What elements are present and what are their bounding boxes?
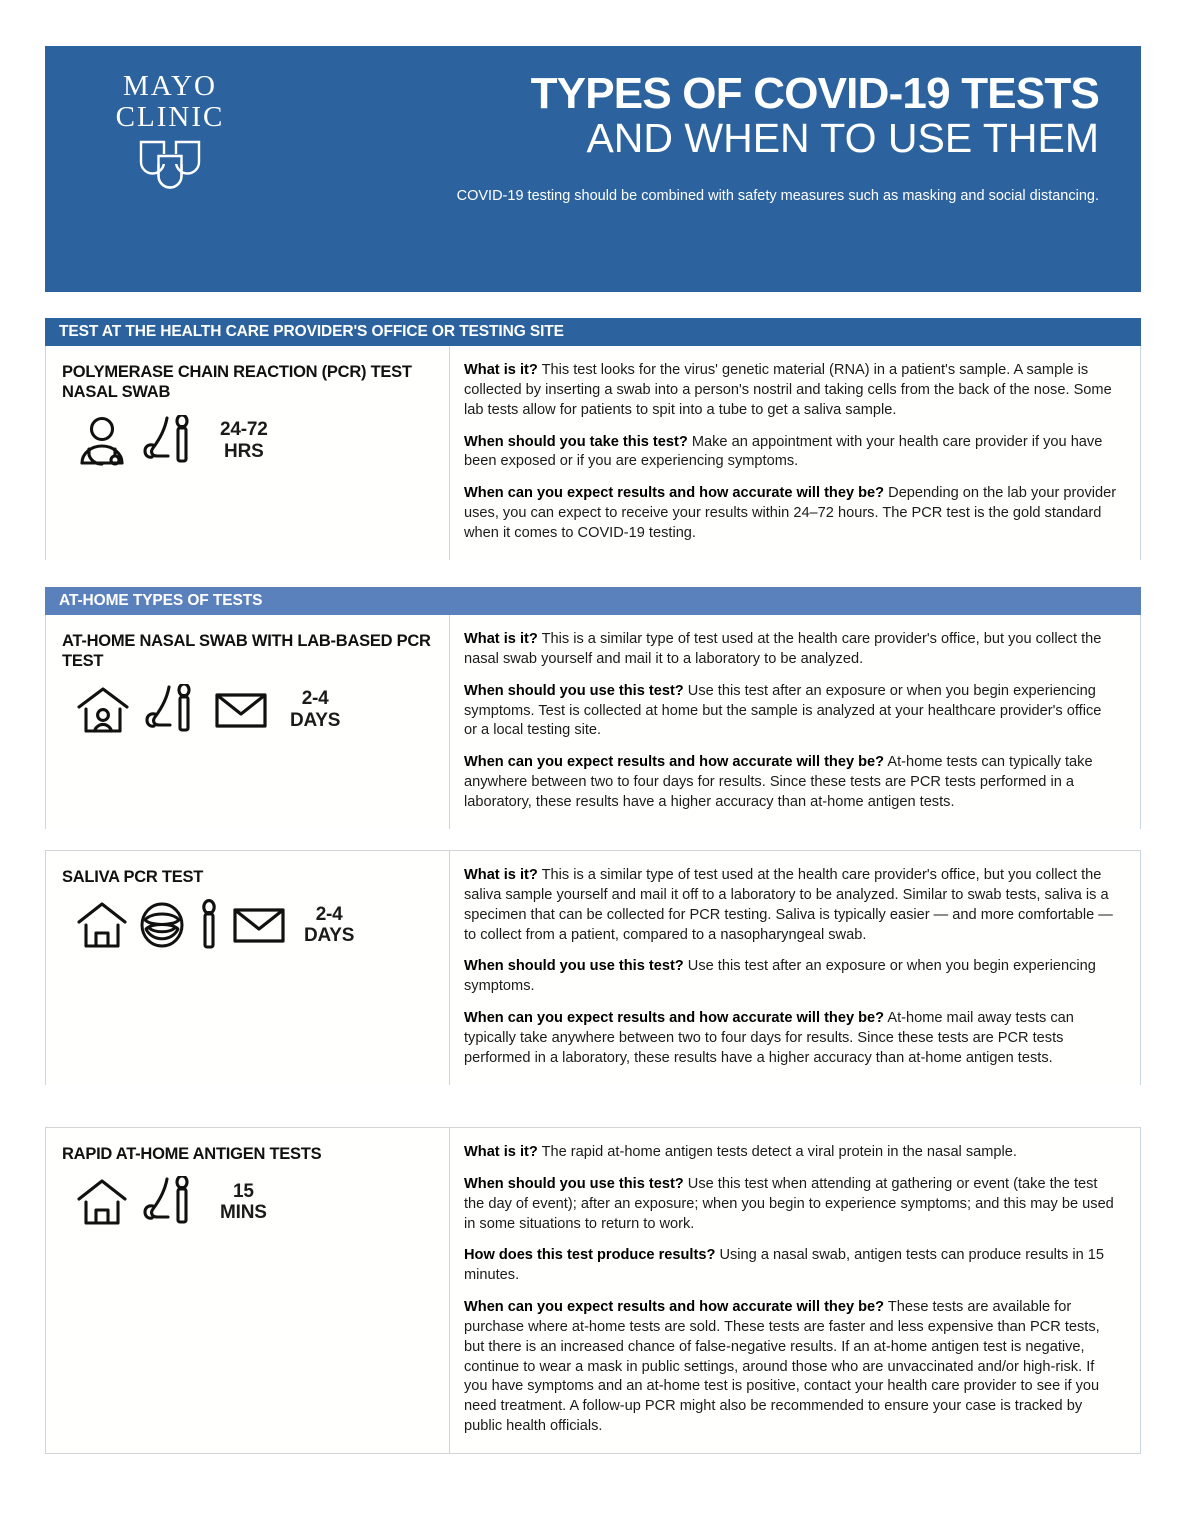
page-subtitle: AND WHEN TO USE THEM (586, 115, 1099, 161)
icon-strip (62, 899, 435, 951)
duration-unit: HRS (224, 440, 264, 462)
qa-paragraph (464, 1298, 1118, 1437)
qa-question: What is it? (464, 631, 538, 647)
qa-answer: At-home mail away tests can typically take anywhere between two to four days for results. Since these tests are PCR tests performed in a laboratory, these results have a higher accuracy than at-home antigen tests. (464, 1010, 1074, 1066)
qa-answer: Using a nasal swab, antigen tests can produce results in 15 minutes. (464, 1247, 1104, 1284)
duration-badge (290, 688, 340, 732)
header-banner (45, 46, 1141, 292)
qa-question: What is it? (464, 362, 538, 378)
qa-paragraph (464, 957, 1118, 997)
home-icon (76, 900, 128, 950)
icon-strip (62, 1176, 435, 1228)
qa-question: When can you expect results and how accurate will they be? (464, 754, 885, 771)
qa-paragraph (464, 484, 1118, 544)
test-summary-cell (46, 615, 450, 829)
qa-question: What is it? (464, 1144, 538, 1160)
test-block-pcr (45, 346, 1141, 560)
test-title: POLYMERASE CHAIN REACTION (PCR) TEST NASAL SWAB (62, 363, 412, 402)
envelope-icon (214, 690, 268, 730)
duration-badge (304, 904, 354, 948)
duration-value: 24-72 (220, 419, 268, 441)
section-bar-provider-office: TEST AT THE HEALTH CARE PROVIDER'S OFFICE OR TESTING SITE (45, 318, 1141, 346)
swab-icon (196, 899, 222, 951)
qa-answer: Use this test after an exposure or when you begin experiencing symptoms. (464, 958, 1096, 995)
duration-badge (220, 1181, 267, 1225)
home-person-icon (76, 685, 130, 735)
qa-question: How does this test produce results? (464, 1247, 716, 1264)
test-detail-cell (450, 851, 1140, 1085)
table-row (46, 615, 1140, 829)
qa-question: When should you use this test? (464, 682, 684, 699)
qa-paragraph (464, 433, 1118, 473)
test-summary-cell (46, 1128, 450, 1453)
test-detail-cell (450, 615, 1140, 829)
table-row (46, 1128, 1140, 1453)
qa-answer: These tests are available for purchase where at-home tests are sold. These tests are faster and less expensive than PCR tests, but there is an increased chance of false-negative results. If an at-home antigen test is negative, continue to wear a mask in public settings, around those who are unvaccinated and/or high-risk. If you have symptoms and an at-home test is positive, contact your health care provider to see if you need treatment. A follow-up PCR might also be recommended to ensure your case is tracked by public health officials. (464, 1299, 1100, 1435)
mouth-icon (138, 900, 186, 950)
test-detail-cell (450, 346, 1140, 560)
section-bar-at-home: AT-HOME TYPES OF TESTS (45, 587, 1141, 615)
doctor-icon (76, 416, 128, 466)
qa-question: When can you expect results and how accurate will they be? (464, 1010, 885, 1027)
qa-answer: Depending on the lab your provider uses, you can expect to receive your results within 24–72 hours. The PCR test is the gold standard when it comes to COVID-19 testing. (464, 485, 1117, 541)
qa-paragraph (464, 361, 1118, 421)
test-title: AT-HOME NASAL SWAB WITH LAB-BASED PCR TEST (62, 632, 431, 671)
logo-line-clinic: CLINIC (115, 101, 225, 133)
page-title: TYPES OF COVID-19 TESTS (530, 69, 1099, 118)
qa-answer: Use this test after an exposure or when you begin experiencing symptoms. Test is collected at home but the sample is analyzed at your healthcare provider's office or a local testing site. (464, 682, 1102, 739)
table-row (46, 346, 1140, 560)
nose-swab-icon (142, 415, 198, 467)
duration-value: 15 (232, 1180, 254, 1202)
nose-swab-icon (144, 684, 200, 736)
header-title-block (379, 69, 1099, 207)
qa-paragraph (464, 1009, 1118, 1069)
test-block-rapid-antigen (45, 1127, 1141, 1454)
nose-swab-icon (142, 1176, 198, 1228)
qa-question: When should you use this test? (464, 1175, 684, 1192)
table-row (46, 851, 1140, 1085)
qa-answer: This is a similar type of test used at the health care provider's office, but you collect the nasal swab yourself and mail it to a laboratory to be analyzed. (464, 631, 1102, 667)
test-block-saliva-pcr (45, 850, 1141, 1085)
home-icon (76, 1177, 128, 1227)
qa-paragraph (464, 1175, 1118, 1235)
logo-line-mayo: MAYO (123, 70, 217, 102)
icon-strip (62, 684, 435, 736)
duration-value: 2-4 (301, 688, 329, 710)
header-note: COVID-19 testing should be combined with safety measures such as masking and social distancing. (456, 188, 1099, 205)
duration-unit: DAYS (304, 925, 355, 947)
duration-badge (220, 419, 268, 463)
test-summary-cell (46, 346, 450, 560)
test-title: SALIVA PCR TEST (62, 868, 204, 886)
qa-paragraph (464, 682, 1118, 742)
test-title: RAPID AT-HOME ANTIGEN TESTS (62, 1145, 322, 1163)
qa-paragraph (464, 866, 1118, 945)
qa-question: When can you expect results and how accurate will they be? (464, 485, 885, 502)
qa-paragraph (464, 630, 1118, 670)
duration-unit: DAYS (290, 709, 341, 731)
qa-answer: This test looks for the virus' genetic material (RNA) in a patient's sample. A sample is collected by inserting a swab into a person's nostril and taking cells from the back of the nose. Some lab tests allow for patients to spit into a tube to get a saliva sample. (464, 362, 1112, 418)
qa-answer: This is a similar type of test used at the health care provider's office, but you collect the saliva sample yourself and mail it off to a laboratory to be analyzed. Similar to swab tests, saliva is a specimen that can be collected for PCR testing. Saliva is typically easier — and more comfortable — to collect from a patient, compared to a nasopharyngeal swab. (464, 867, 1113, 943)
qa-answer: Make an appointment with your health care provider if you have been exposed or if you are experiencing symptoms. (464, 433, 1103, 470)
mayo-shield-icon (85, 138, 255, 198)
mayo-clinic-logo (85, 72, 255, 198)
qa-question: When should you use this test? (464, 958, 684, 975)
qa-question: When should you take this test? (464, 433, 688, 450)
icon-strip (62, 415, 435, 467)
qa-answer: Use this test when attending at gathering or event (take the test the day of event); after an exposure; when you begin to experience symptoms; and this may be used in some situations to return to work. (464, 1175, 1114, 1232)
test-summary-cell (46, 851, 450, 1085)
qa-question: When can you expect results and how accurate will they be? (464, 1299, 885, 1316)
qa-paragraph (464, 1143, 1118, 1163)
qa-answer: The rapid at-home antigen tests detect a viral protein in the nasal sample. (541, 1144, 1017, 1160)
duration-value: 2-4 (315, 903, 343, 925)
qa-answer: At-home tests can typically take anywhere between two to four days for results. Since these tests are PCR tests performed in a laboratory, these results have a higher accuracy than at-home antigen tests. (464, 754, 1093, 810)
test-detail-cell (450, 1128, 1140, 1453)
test-block-at-home-nasal (45, 615, 1141, 829)
envelope-icon (232, 905, 286, 945)
qa-paragraph (464, 1246, 1118, 1286)
qa-question: What is it? (464, 867, 538, 883)
duration-unit: MINS (220, 1202, 267, 1224)
qa-paragraph (464, 753, 1118, 813)
